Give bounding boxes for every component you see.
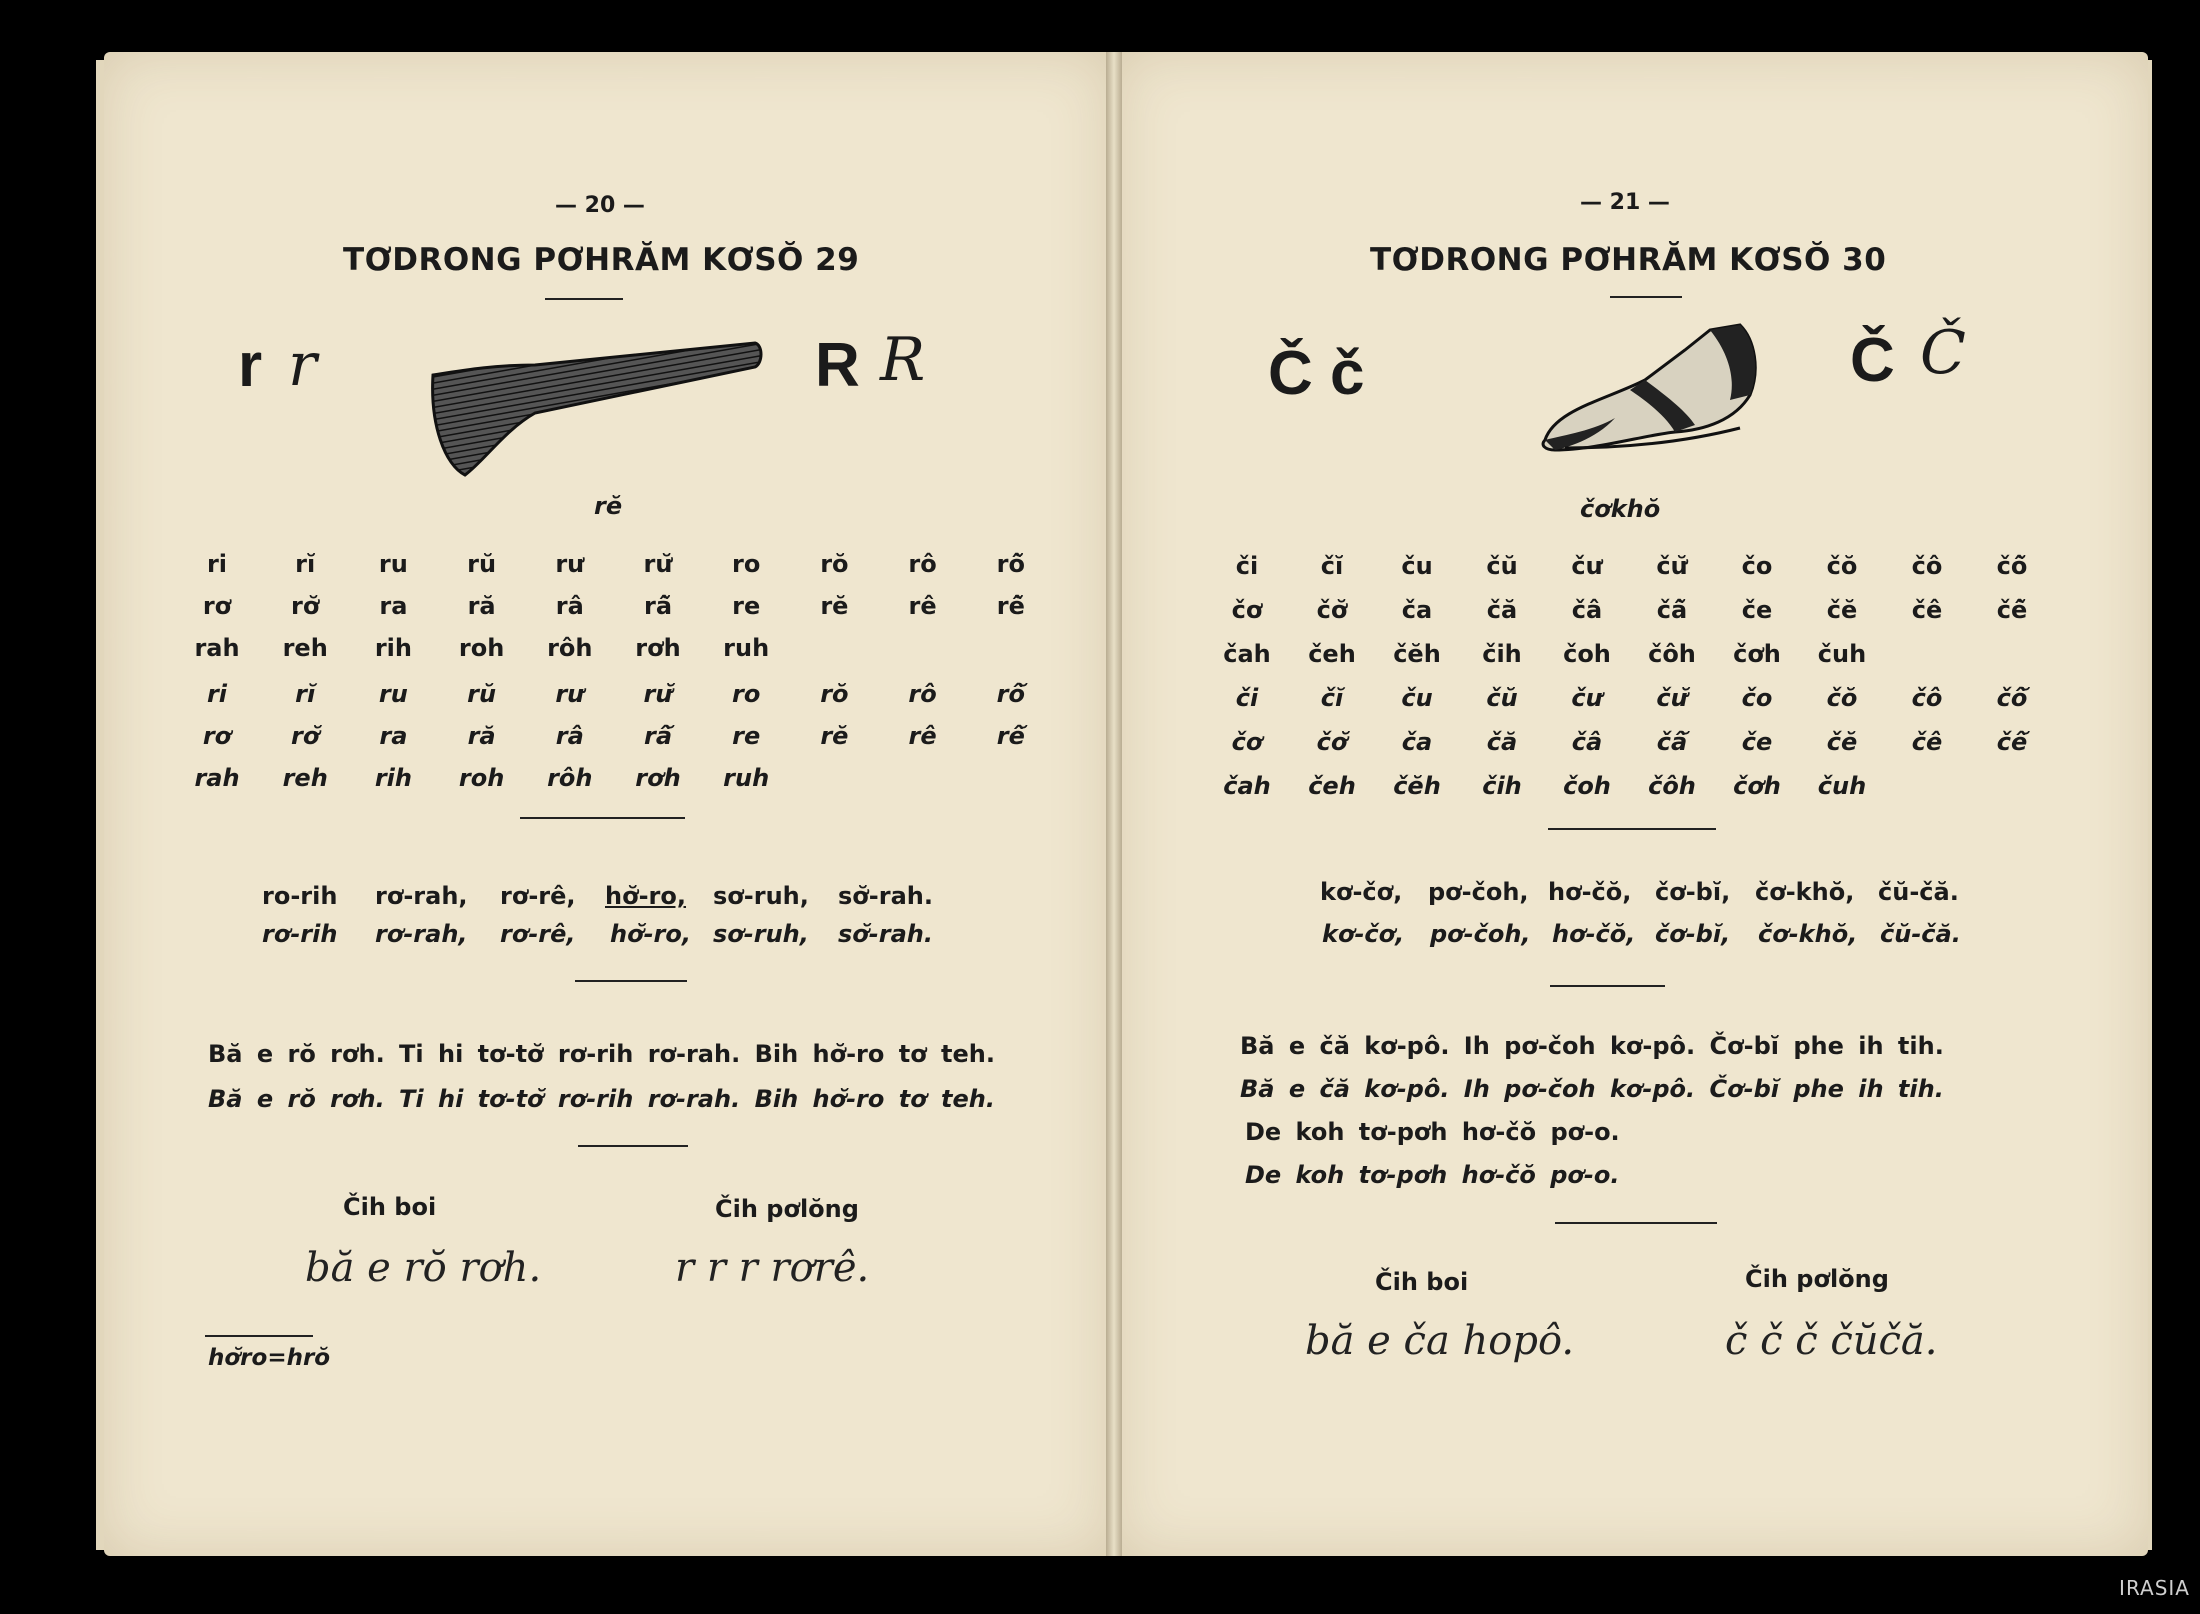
cih-boi-label-right: Čih boi — [1375, 1268, 1469, 1296]
syllable: čuh — [1817, 772, 1867, 800]
syllable: reh — [282, 764, 328, 792]
footnote-rule — [205, 1335, 313, 1337]
syllable: čĭ — [1320, 684, 1344, 712]
syllable: rah — [194, 634, 240, 662]
syllable: čâ — [1571, 596, 1603, 624]
practice-word: hơ-čŏ, — [1548, 878, 1632, 906]
syllable: rŏ — [820, 680, 849, 708]
syllable: rih — [374, 764, 412, 792]
syllable: čâ̆ — [1656, 728, 1688, 756]
practice-word: ro-rih — [262, 882, 338, 910]
practice-word: sơ-ruh, — [713, 920, 809, 948]
syllable: čo — [1741, 684, 1773, 712]
syllable: čih — [1482, 772, 1522, 800]
syllable: če — [1741, 596, 1773, 624]
syllable: ru — [378, 550, 408, 578]
cih-boi-label-left: Čih boi — [343, 1193, 437, 1221]
syllable: rô̆ — [996, 680, 1025, 708]
letter-print-upper: R — [815, 331, 860, 400]
syllable: roh — [458, 764, 505, 792]
syllable: čô̆ — [1996, 552, 2028, 580]
syllable: rư̆ — [643, 680, 673, 708]
syllable: čĭ — [1320, 552, 1344, 580]
syllable: čê — [1911, 596, 1943, 624]
practice-word: kơ-čơ, — [1322, 920, 1405, 948]
syllable: čơ — [1231, 728, 1263, 756]
syllable: rĕ — [820, 592, 849, 620]
syllable: rô̆ — [996, 550, 1025, 578]
practice-word: sơ̆-rah. — [838, 882, 933, 910]
syllable: ču — [1401, 684, 1433, 712]
syllable: ra — [379, 592, 408, 620]
practice-word: čơ-bĭ, — [1655, 878, 1731, 906]
syllable: rŏ — [820, 550, 849, 578]
syllable: rơ̆ — [291, 722, 320, 750]
practice-word: rơ-rah, — [375, 920, 468, 948]
letter-script-upper-right: Č — [1920, 318, 1966, 388]
practice-word: pơ-čoh, — [1430, 920, 1531, 948]
horn-illustration — [425, 335, 765, 485]
syllable: čô̆ — [1996, 684, 2028, 712]
syllable: ruh — [723, 764, 770, 792]
title-rule-right — [1610, 296, 1682, 298]
syllable: re — [732, 722, 761, 750]
syllable: rô — [908, 680, 937, 708]
practice-word: rơ-rih — [262, 920, 338, 948]
practice-word: hơ̆-ro, — [610, 920, 691, 948]
syllable: roh — [458, 634, 505, 662]
syllable: râ̆ — [643, 722, 673, 750]
handwriting-sentence-left: bă e rŏ rơh. — [305, 1245, 542, 1291]
syllable: čô — [1911, 684, 1943, 712]
syllable: čŭ — [1486, 552, 1518, 580]
letter-print-lower-right: Č č — [1268, 339, 1365, 408]
syllable: rŭ — [467, 680, 497, 708]
syllable: čư — [1571, 684, 1603, 712]
syllable: rơ — [202, 722, 232, 750]
syllable: ču — [1401, 552, 1433, 580]
syllable: rơ — [202, 592, 232, 620]
syllable: če — [1741, 728, 1773, 756]
syllable: ča — [1401, 728, 1433, 756]
syllable: čơ̆ — [1316, 728, 1348, 756]
practice-word: čŭ-čă. — [1878, 878, 1959, 906]
practice-word: hơ-čŏ, — [1552, 920, 1636, 948]
syllable: rih — [374, 634, 412, 662]
syllable: ruh — [723, 634, 770, 662]
cih-polong-label-right: Čih pơlŏng — [1745, 1265, 1889, 1293]
syllable: ro — [732, 680, 761, 708]
practice-word: kơ-čơ, — [1320, 878, 1403, 906]
practice-word: rơ-rê, — [500, 920, 576, 948]
syllable: rơh — [635, 634, 681, 662]
practice-word: rơ-rah, — [375, 882, 468, 910]
book-gutter — [1106, 52, 1122, 1556]
syllable: rư̆ — [643, 550, 673, 578]
lesson-title-left: TƠDRONG PƠHRĂM KƠSŎ 29 — [343, 242, 860, 278]
syllable: čư̆ — [1656, 552, 1688, 580]
practice-word: sơ̆-rah. — [838, 920, 933, 948]
page-number-left: — 20 — — [555, 193, 645, 218]
practice-word: pơ-čoh, — [1428, 878, 1529, 906]
syllable: čă — [1486, 728, 1518, 756]
shoe-illustration — [1535, 300, 1765, 460]
syllable: čê̆ — [1996, 596, 2028, 624]
syllable: ru — [378, 680, 408, 708]
syllable: čo — [1741, 552, 1773, 580]
syllable: čơh — [1733, 640, 1781, 668]
syllable: čơ — [1231, 596, 1263, 624]
syllable: rư — [555, 680, 585, 708]
syllable: čeh — [1308, 640, 1356, 668]
lesson-title-right: TƠDRONG PƠHRĂM KƠSŎ 30 — [1370, 242, 1887, 278]
page-number-right: — 21 — — [1580, 190, 1670, 215]
practice-word: hơ̆-ro, — [605, 882, 686, 910]
syllable: rôh — [547, 634, 593, 662]
syllable: čôh — [1648, 640, 1696, 668]
syllable: rah — [194, 764, 240, 792]
syllable: čuh — [1817, 640, 1867, 668]
syllable: čoh — [1563, 640, 1611, 668]
syllable: ri — [206, 680, 228, 708]
syllable: rĭ — [295, 680, 316, 708]
syllable: čâ — [1571, 728, 1603, 756]
syllable: rô — [908, 550, 937, 578]
syllable: čĕh — [1393, 772, 1441, 800]
picture-caption-left: rĕ — [594, 492, 623, 520]
syllable: čĕ — [1826, 728, 1858, 756]
syllable: rơh — [635, 764, 681, 792]
picture-caption-right: čơkhŏ — [1580, 495, 1661, 523]
letter-print-lower: r — [238, 331, 263, 400]
syllable: či — [1235, 552, 1259, 580]
syllable: čŏ — [1826, 552, 1858, 580]
syllable: reh — [282, 634, 328, 662]
syllable: či — [1235, 684, 1259, 712]
syllable: čê̆ — [1996, 728, 2028, 756]
practice-word: čơ-bĭ, — [1655, 920, 1731, 948]
syllable: ri — [206, 550, 228, 578]
section-rule-left-3 — [578, 1145, 688, 1147]
syllable: čư — [1571, 552, 1603, 580]
syllable: čô — [1911, 552, 1943, 580]
syllable: rê — [908, 722, 937, 750]
handwriting-letters-right: č č č čŭčă. — [1725, 1318, 1938, 1364]
syllable: rê̆ — [996, 592, 1025, 620]
syllable: čă — [1486, 596, 1518, 624]
syllable: čah — [1223, 772, 1271, 800]
syllable: čĕ — [1826, 596, 1858, 624]
syllable: rĭ — [295, 550, 316, 578]
handwriting-sentence-right: bă e ča hopô. — [1305, 1318, 1575, 1364]
syllable: čah — [1223, 640, 1271, 668]
section-rule-left-1 — [520, 817, 685, 819]
sentence-italic-left: Bă e rŏ rơh. Ti hi tơ-tơ̆ rơ-rih rơ-rah. Bih hơ̆-ro tơ teh. — [208, 1085, 996, 1113]
section-rule-right-1 — [1548, 828, 1716, 830]
syllable: rê — [908, 592, 937, 620]
sentence-bold-left: Bă e rŏ rơh. Ti hi tơ-tơ̆ rơ-rih rơ-rah. Bih hơ̆-ro tơ teh. — [208, 1040, 996, 1068]
section-rule-right-2 — [1550, 985, 1665, 987]
syllable: čĕh — [1393, 640, 1441, 668]
syllable: râ — [555, 592, 584, 620]
syllable: čôh — [1648, 772, 1696, 800]
syllable: čŏ — [1826, 684, 1858, 712]
irasia-watermark: IRASIA — [2119, 1576, 2190, 1600]
section-rule-right-3 — [1555, 1222, 1717, 1224]
syllable: ra — [379, 722, 408, 750]
practice-word: čŭ-čă. — [1880, 920, 1961, 948]
syllable: rôh — [547, 764, 593, 792]
practice-word: rơ-rê, — [500, 882, 576, 910]
cih-polong-label-left: Čih pơlŏng — [715, 1195, 859, 1223]
sentence2-italic-right: De koh tơ-pơh hơ-čŏ pơ-o. — [1245, 1161, 1620, 1189]
letter-script-upper: R — [880, 325, 926, 395]
syllable: re — [732, 592, 761, 620]
syllable: čâ̆ — [1656, 596, 1688, 624]
syllable: rŭ — [467, 550, 497, 578]
syllable: ča — [1401, 596, 1433, 624]
syllable: čư̆ — [1656, 684, 1688, 712]
syllable: čŭ — [1486, 684, 1518, 712]
syllable: ră — [467, 722, 496, 750]
syllable: rê̆ — [996, 722, 1025, 750]
letter-script-lower: r — [288, 330, 317, 400]
footnote-left: hơ̆ro=hrŏ — [208, 1345, 331, 1371]
letter-print-upper-right: Č — [1850, 326, 1895, 395]
syllable: čê — [1911, 728, 1943, 756]
title-rule-left — [545, 298, 623, 300]
syllable: râ — [555, 722, 584, 750]
syllable: čeh — [1308, 772, 1356, 800]
practice-word: čơ-khŏ, — [1758, 920, 1858, 948]
syllable: râ̆ — [643, 592, 673, 620]
syllable: ro — [732, 550, 761, 578]
section-rule-left-2 — [575, 980, 687, 982]
syllable: čơh — [1733, 772, 1781, 800]
syllable: čơ̆ — [1316, 596, 1348, 624]
practice-word: čơ-khŏ, — [1755, 878, 1855, 906]
syllable: rĕ — [820, 722, 849, 750]
syllable: čih — [1482, 640, 1522, 668]
syllable: rơ̆ — [291, 592, 320, 620]
sentence2-bold-right: De koh tơ-pơh hơ-čŏ pơ-o. — [1245, 1118, 1620, 1146]
practice-word: sơ-ruh, — [713, 882, 809, 910]
syllable: čoh — [1563, 772, 1611, 800]
sentence1-italic-right: Bă e čă kơ-pô. Ih pơ-čoh kơ-pô. Čơ-bĭ phe ih tih. — [1240, 1075, 1944, 1103]
syllable: ră — [467, 592, 496, 620]
handwriting-letters-left: r r r rơrê. — [675, 1245, 870, 1291]
syllable: rư — [555, 550, 585, 578]
sentence1-bold-right: Bă e čă kơ-pô. Ih pơ-čoh kơ-pô. Čơ-bĭ phe ih tih. — [1240, 1032, 1944, 1060]
